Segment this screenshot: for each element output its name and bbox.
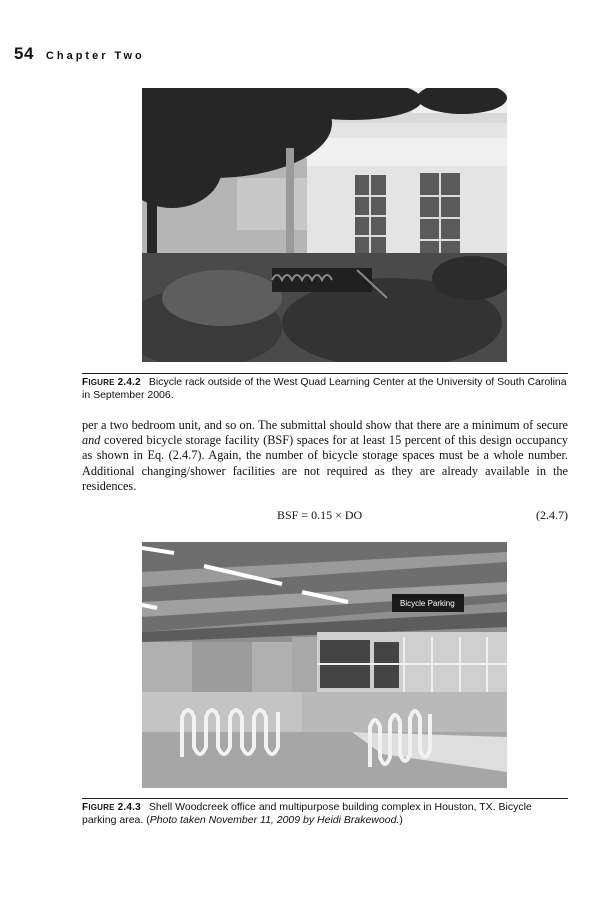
caption-text: Shell Woodcreek office and multipurpose building complex in Houston, TX. Bicycle parking area. ( bbox=[82, 801, 532, 826]
equation: BSF = 0.15 × DO bbox=[277, 508, 363, 522]
caption-photo-credit: Photo taken November 11, 2009 by Heidi Brakewood. bbox=[149, 814, 400, 826]
equation-number: (2.4.7) bbox=[536, 508, 568, 522]
figure-2-4-2-caption bbox=[82, 376, 568, 402]
caption-text: Bicycle rack outside of the West Quad Learning Center at the University of South Carolina in September 2006. bbox=[82, 376, 567, 401]
figure-2-4-3-caption: FIGURE 2.4.3 Shell Woodcreek office and multipurpose building complex in Houston, TX. Bicycle parking area. (Photo taken November 11, 2009 by Heidi Brakewood.) bbox=[82, 801, 532, 826]
caption-rule bbox=[82, 373, 568, 374]
page-number: 54 bbox=[14, 44, 34, 63]
figure-2-4-3-photo bbox=[142, 542, 507, 788]
running-header bbox=[14, 44, 145, 64]
emphasis-text: and bbox=[82, 433, 101, 448]
caption-rule bbox=[82, 798, 568, 799]
equation-row bbox=[82, 508, 568, 524]
figure-2-4-2-photo bbox=[142, 88, 507, 362]
figure-label: FIGURE 2.4.2 bbox=[82, 377, 141, 388]
chapter-title: Chapter Two bbox=[45, 50, 145, 62]
bicycle-parking-sign: Bicycle Parking bbox=[400, 599, 455, 608]
body-paragraph: per a two bedroom unit, and so on. The submittal should show that there are a minimum of secure and covered bicycle storage facility (BSF) spaces for at least 15 percent of this design occupancy as shown in Eq. (2.4.7). Again, the number of bicycle storage spaces must be a whole number. Additional changing/shower facilities are not required as they are already available in the residences. bbox=[82, 418, 568, 493]
figure-label: FIGURE 2.4.3 bbox=[82, 802, 141, 813]
